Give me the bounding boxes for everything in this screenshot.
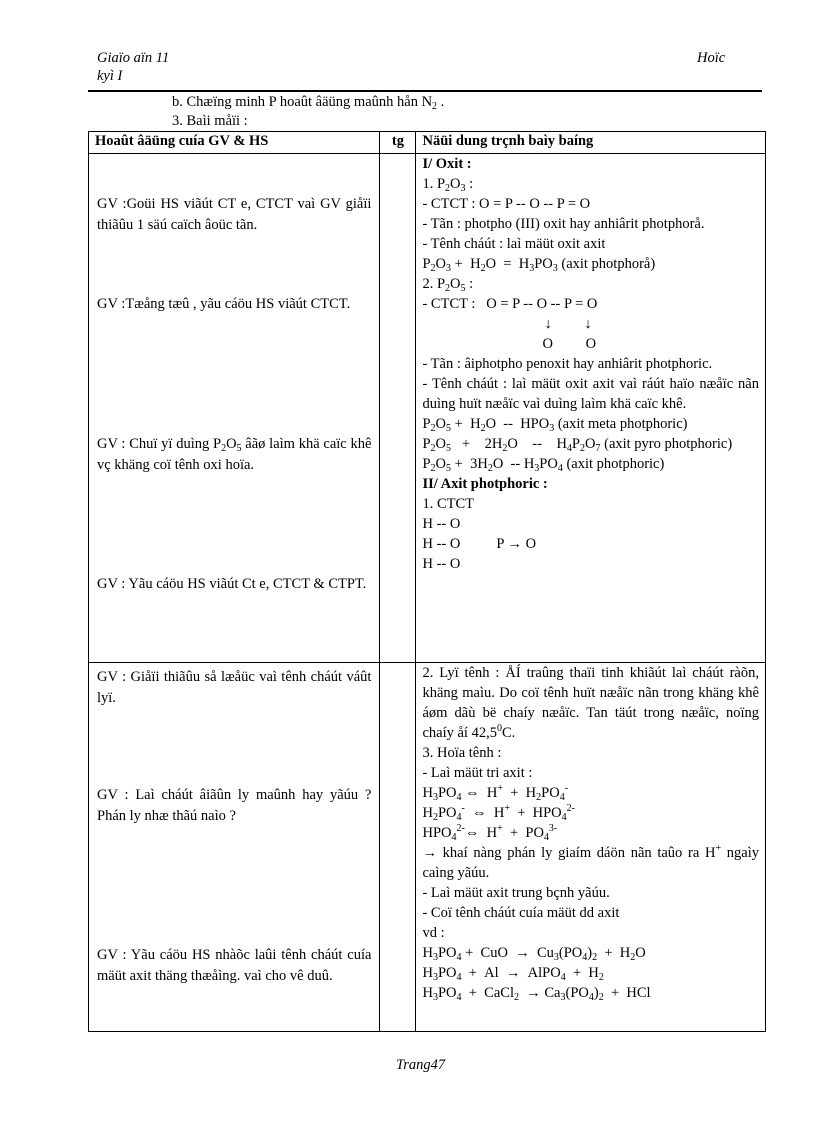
header-content: Näüi dung trçnh baìy baíng [416,132,766,154]
p2o3-heading: 1. $P_2O_3$ : [422,176,474,194]
structure-line-2: H -- O P → O [422,536,537,552]
gv-note-1: GV :Goüi HS viãút CT e, CTCT vaì GV giåïi thiãûu 1 säú caïch âoüc tãn. [97,196,372,233]
equation-hpo3: $P_2O_5 + H_2O -- HPO_3$ (axit meta photphoric) [422,416,688,434]
p2o5-ctct: - CTCT : O = P -- O -- P = O [422,296,598,312]
p2o3-name: - Tãn : photpho (III) oxit hay anhiârit photphorå. [422,216,705,232]
header-time: tg [380,132,416,154]
table-row [89,154,766,663]
row2-activity [89,663,380,1032]
row1-content [416,154,766,663]
section-axit-title: II/ Axit photphoric : [422,476,548,492]
p2o5-name: - Tãn : âiphotpho penoxit hay anhiârit photphoric. [422,356,713,372]
dissociation-2: $H_2PO_4^-$ ⇔ $H^+ + HPO_4^{2-}$ [422,803,575,823]
table-row [89,663,766,1032]
h3po4-ctct-label: 1. CTCT [422,496,475,512]
example-label: vd : [422,925,445,941]
row1-time [380,154,416,663]
dissociation-3: $HPO_4^{2-}\Leftrightarrow$ $H^+ + PO_4^{3-}$ [422,823,558,843]
table-header-row [89,132,766,154]
row2-content [416,663,766,1032]
gv-note-3: GV : Chuï yï duìng $P_2O_5$ âãø laìm khä caïc khê vç khäng coï tênh oxi hoïa. [97,436,372,473]
gv-note-5: GV : Giåïi thiãûu så læåüc vaì tênh cháút váût lyï. [97,669,372,706]
physical-properties: 2. Lyï tênh : ÅÍ traûng thaïi tinh khiãút laì cháút ràõn, khäng maìu. Do coï tênh huït næåïc nãn trong khäng khê áøm dãù bë chaíy næåïc. Tan täút trong næåïc, noïng chaíy åí 42,5$^0$C. [422,665,759,741]
gv-note-2: GV :Tæång tæû , yãu cáöu HS viãút CTCT. [97,296,351,312]
reaction-cacl2: $H_3PO_4$ + CaCl$_2$ → $Ca_3(PO_4)_2$ + HCl [422,985,651,1003]
gv-note-4: GV : Yãu cáöu HS viãút Ct e, CTCT & CTPT. [97,576,367,592]
dissociation-conclusion: → khaí nàng phán ly giaím dáön nãn taûo ra H+ ngaìy caìng yãúu. [422,843,759,881]
row1-activity [89,154,380,663]
equation-h4p2o7: $P_2O_5$ + $2H_2O$ -- $H_4P_2O_7$ (axit pyro photphoric) [422,436,733,454]
equation-p2o3-water: $P_2O_3 + H_2O = H_3PO_3$ (axit photphorå) [422,256,656,274]
page-number: Trang47 [396,1057,446,1073]
row2-time [380,663,416,1032]
medium-acid-note: - Laì mäüt axit trung bçnh yãúu. [422,885,610,901]
header-term: kyì I [97,68,123,84]
gv-note-7: GV : Yãu cáöu HS nhàõc laûi tênh cháút cuía mäüt axit thäng thæåìng. vaì cho vê duû. [97,947,372,984]
intro-line-b: b. Chæïng minh P hoaût âäüng maûnh hån $N_2$ . [172,94,445,112]
gv-note-6: GV : Laì cháút âiãûn ly maûnh hay yãúu ? Phán ly nhæ thãú naìo ? [97,787,372,824]
section-oxit-title: I/ Oxit : [422,156,472,172]
header-activity: Hoaût âäüng cuía GV & HS [89,132,380,154]
acid-properties-note: - Coï tênh cháút cuía mäüt dd axit [422,905,620,921]
tri-acid-note: - Laì mäüt tri axit : [422,765,533,781]
header-rule [88,90,762,92]
structure-line-1: H -- O [422,516,461,532]
header-author: Hoïc [697,50,726,66]
p2o5-arrows: ↓ ↓ [544,316,592,332]
p2o5-heading: 2. $P_2O_5$ : [422,276,474,294]
structure-line-3: H -- O [422,556,461,572]
p2o5-oxygens: O O [542,336,597,352]
dissociation-1: $H_3PO_4$ ⇔ $H^+ + H_2PO_4^-$ [422,783,569,803]
p2o5-property: - Tênh cháút : laì mäüt oxit axit vaì ráút haïo næåïc nãn duìng huït næåïc vaì duìng laìm khä caïc khê. [422,376,759,412]
lesson-table [88,131,766,1032]
p2o3-ctct: - CTCT : O = P -- O -- P = O [422,196,591,212]
chemical-properties-heading: 3. Hoïa tênh : [422,745,502,761]
equation-h3po4: $P_2O_5 + 3H_2O -- H_3PO_4$ (axit photphoric) [422,456,665,474]
reaction-al: $H_3PO_4 + Al$ → AlPO$_4$ + $H_2$ [422,965,604,983]
reaction-cuo: $H_3PO_4$ + CuO → $Cu_3(PO_4)_2 + H_2O$ [422,945,646,963]
header-subject: Giaïo aïn 11 [97,50,170,66]
p2o3-property: - Tênh cháút : laì mäüt oxit axit [422,236,606,252]
intro-line-3: 3. Baìi måïi : [172,113,248,129]
